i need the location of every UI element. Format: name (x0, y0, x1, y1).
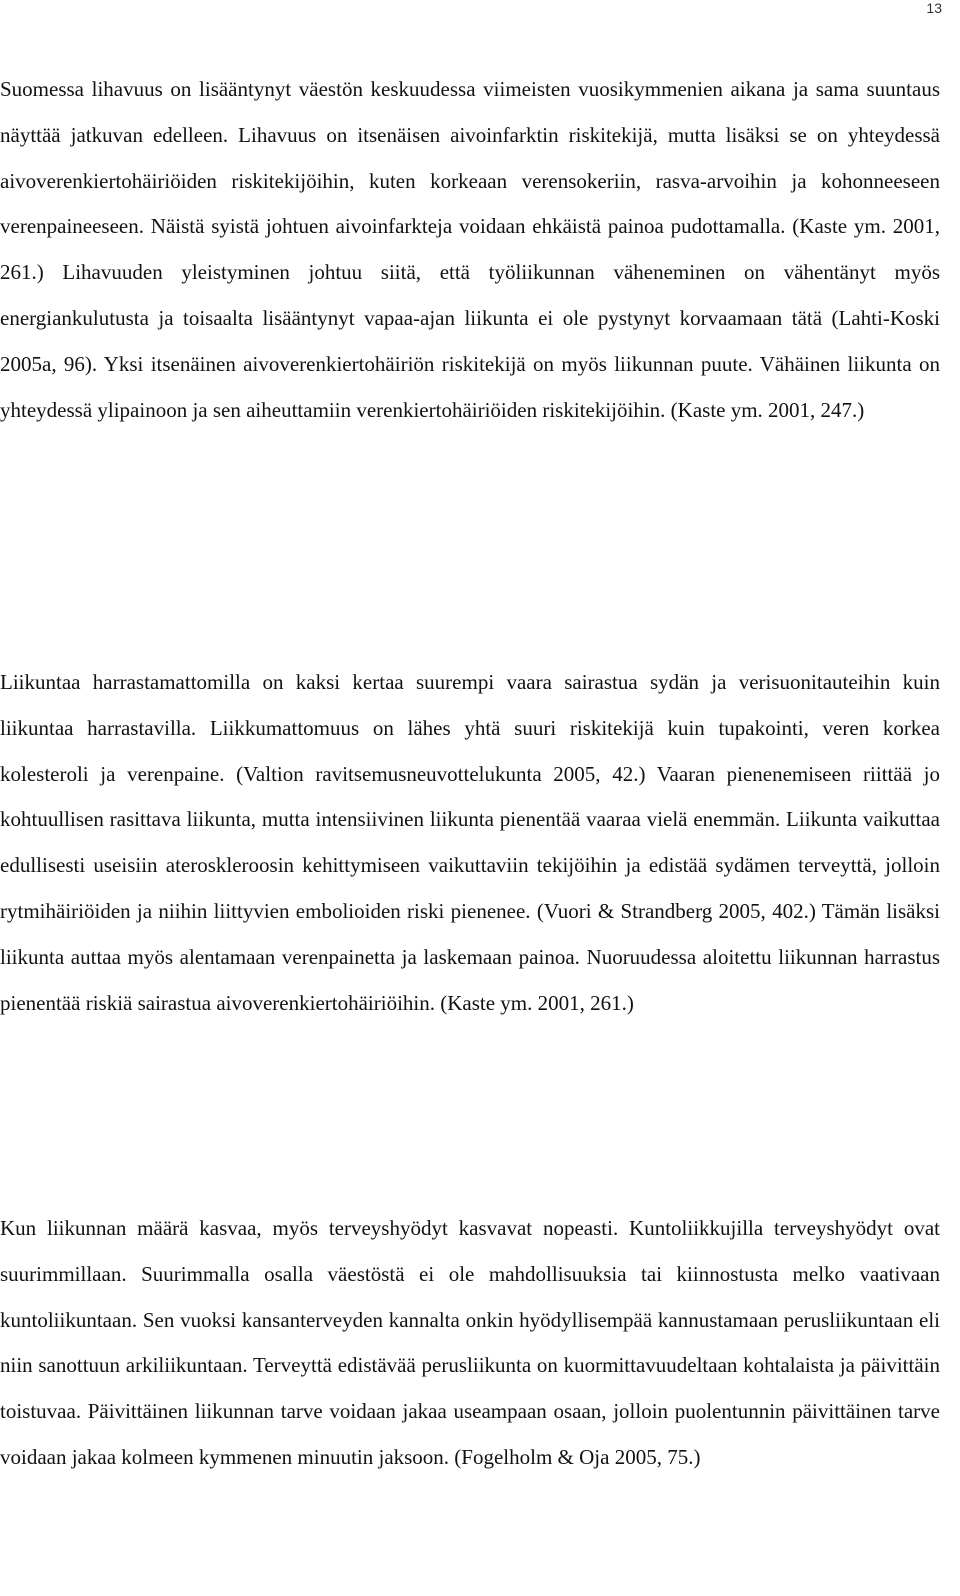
page-number: 13 (926, 0, 942, 16)
paragraph-inactivity-risk: Liikuntaa harrastamattomilla on kaksi kertaa suurempi vaara sairastua sydän ja verisuonitauteihin kuin liikuntaa harrastavilla. Liikkumattomuus on lähes yhtä suuri riskitekijä kuin tupakointi, veren korkea kolesteroli ja verenpaine. (Valtion ravitsemusneuvottelukunta 2005, 42.) Vaaran pienenemiseen riittää jo kohtuullisen rasittava liikunta, mutta intensiivinen liikunta pienentää vaaraa vielä enemmän. Liikunta vaikuttaa edullisesti useisiin ateroskleroosin kehittymiseen vaikuttaviin tekijöihin ja edistää sydämen terveyttä, jolloin rytmihäiriöiden ja niihin liittyvien embolioiden riski pienenee. (Vuori & Strandberg 2005, 402.) Tämän lisäksi liikunta auttaa myös alentamaan verenpainetta ja laskemaan painoa. Nuoruudessa aloitettu liikunnan harrastus pienentää riskiä sairastua aivoverenkiertohäiriöihin. (Kaste ym. 2001, 261.) (0, 670, 940, 1015)
paragraph-obesity: Suomessa lihavuus on lisääntynyt väestön keskuudessa viimeisten vuosikymmenien aikana ja sama suuntaus näyttää jatkuvan edelleen. Lihavuus on itsenäisen aivoinfarktin riskitekijä, mutta lisäksi se on yhteydessä aivoverenkiertohäiriöiden riskitekijöihin, kuten korkeaan verensokeriin, rasva-arvoihin ja kohonneeseen verenpaineeseen. Näistä syistä johtuen aivoinfarkteja voidaan ehkäistä painoa pudottamalla. (Kaste ym. 2001, 261.) Lihavuuden yleistyminen johtuu siitä, että työliikunnan väheneminen on vähentänyt myös energiankulutusta ja toisaalta lisääntynyt vapaa-ajan liikunta ei ole pystynyt korvaamaan tätä (Lahti-Koski 2005a, 96). Yksi itsenäinen aivoverenkiertohäiriön riskitekijä on myös liikunnan puute. Vähäinen liikunta on yhteydessä ylipainoon ja sen aiheuttamiin verenkiertohäiriöiden riskitekijöihin. (Kaste ym. 2001, 247.) (0, 77, 940, 422)
paragraph-health-benefits: Kun liikunnan määrä kasvaa, myös terveyshyödyt kasvavat nopeasti. Kuntoliikkujilla terveyshyödyt ovat suurimmillaan. Suurimmalla osalla väestöstä ei ole mahdollisuuksia tai kiinnostusta melko vaativaan kuntoliikuntaan. Sen vuoksi kansanterveyden kannalta onkin hyödyllisempää kannustamaan perusliikuntaan eli niin sanottuun arkiliikuntaan. Terveyttä edistävää perusliikunta on kuormittavuudeltaan kohtalaista ja päivittäin toistuvaa. Päivittäinen liikunnan tarve voidaan jakaa useampaan osaan, jolloin puolentunnin päivittäinen tarve voidaan jakaa kolmeen kymmenen minuutin jaksoon. (Fogelholm & Oja 2005, 75.) (0, 1216, 940, 1469)
